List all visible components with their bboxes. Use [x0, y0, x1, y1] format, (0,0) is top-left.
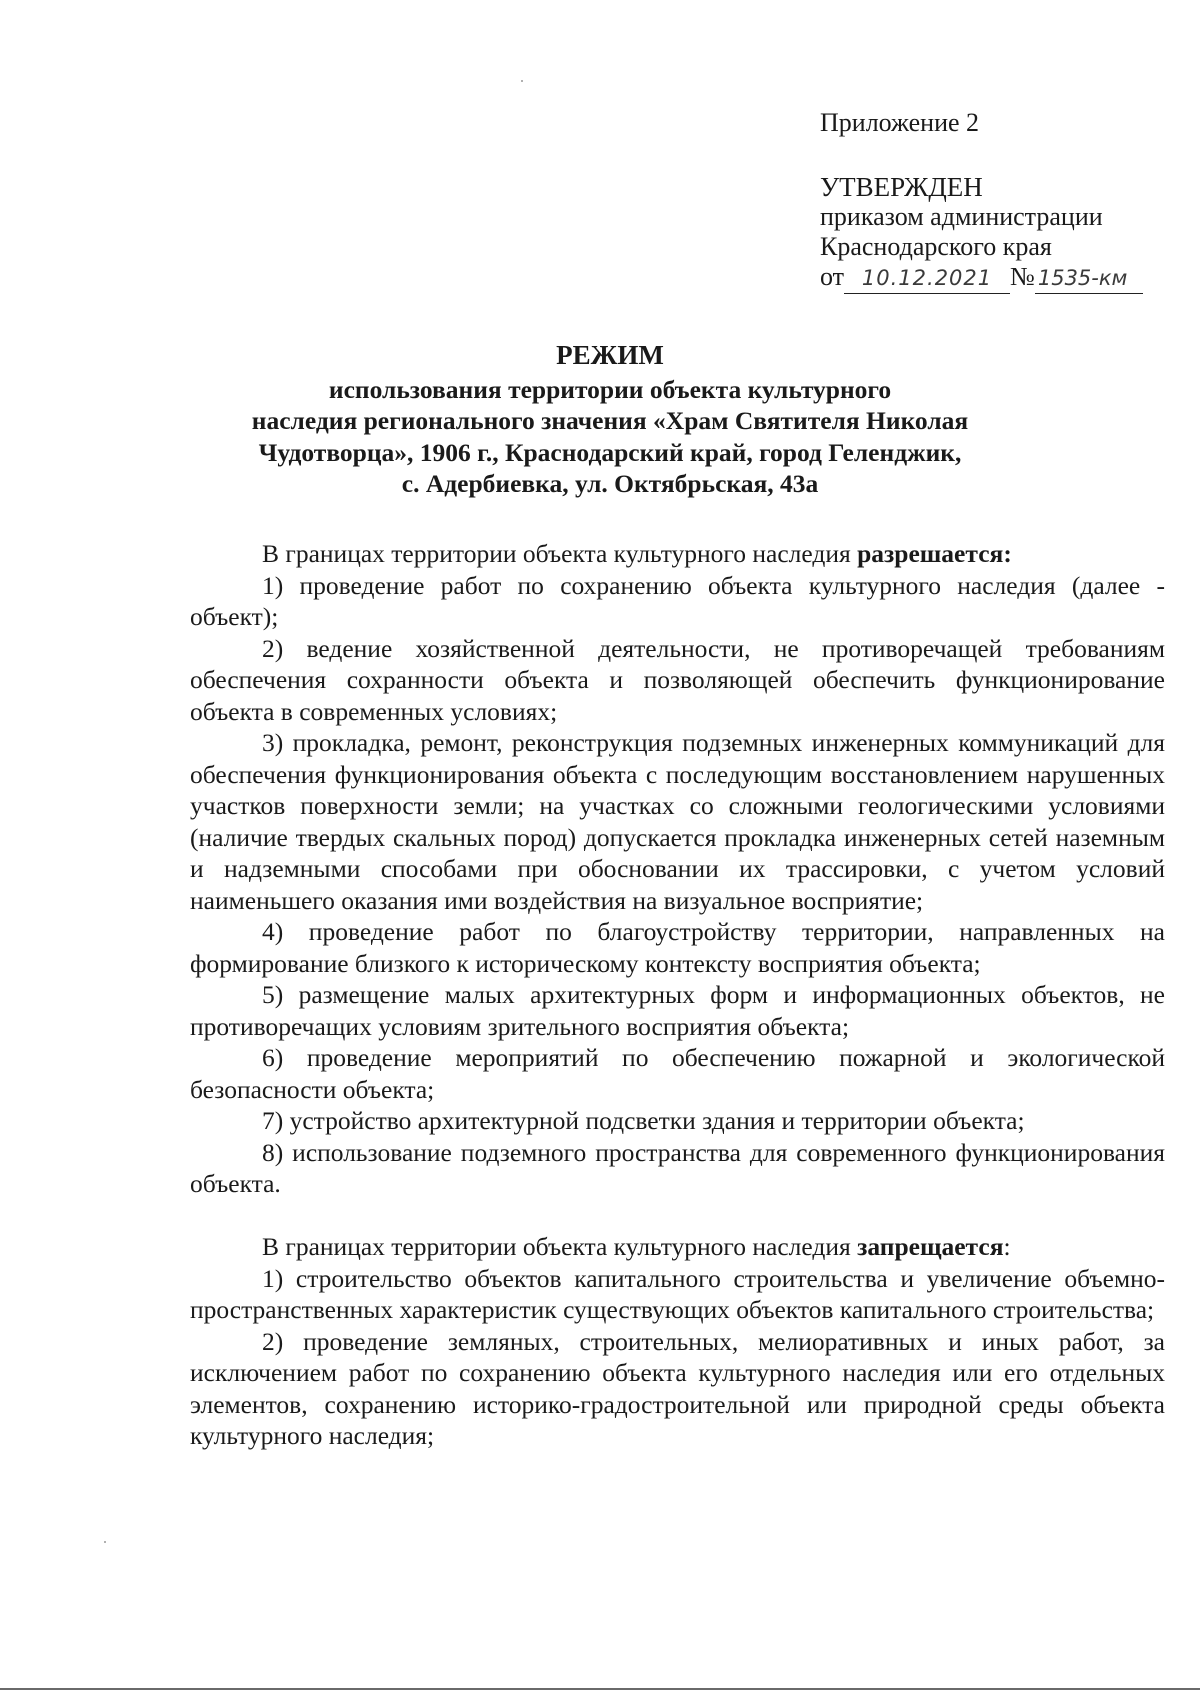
document-body — [190, 538, 1165, 1452]
scan-speck — [104, 1541, 106, 1543]
forbidden-intro-tail: : — [1003, 1232, 1011, 1261]
approval-stamp-block — [820, 108, 1160, 294]
allowed-intro-bold: разрешается: — [857, 539, 1012, 568]
allowed-intro-text: В границах территории объекта культурного наследия — [262, 539, 858, 568]
approval-line-1: приказом администрации — [820, 202, 1103, 231]
title-line-2: наследия регионального значения «Храм Святителя Николая — [251, 406, 969, 435]
annex-label: Приложение 2 — [820, 108, 980, 137]
allowed-item: 8) использование подземного пространства для современного функционирования объекта. — [190, 1137, 1165, 1198]
title-main: РЕЖИМ — [556, 340, 664, 370]
allowed-item: 4) проведение работ по благоустройству территории, направленных на формирование близкого к историческому контексту восприятия объекта; — [190, 917, 1165, 978]
number-sign: № — [1010, 262, 1035, 291]
forbidden-item: 1) строительство объектов капитального строительства и увеличение объемно-пространственных характеристик существующих объектов капитального строительства; — [190, 1263, 1165, 1324]
allowed-item: 3) прокладка, ремонт, реконструкция подземных инженерных коммуникаций для обеспечения функционирования объекта с последующим восстановлением нарушенных участков поверхности земли; на участках со сложными геологическими условиями (наличие твердых скальных пород) допускается прокладка инженерных сетей наземным и надземными способами при обосновании их трассировки, с учетом условий наименьшего оказания ими воздействия на визуальное восприятие; — [190, 728, 1165, 915]
allowed-item: 5) размещение малых архитектурных форм и информационных объектов, не противоречащих условиям зрительного восприятия объекта; — [190, 980, 1165, 1041]
title-line-3: Чудотворца», 1906 г., Краснодарский край, город Геленджик, — [258, 437, 962, 467]
forbidden-intro-bold: запрещается — [857, 1232, 1004, 1261]
handwritten-number: 1535-км — [1035, 263, 1143, 294]
approval-date-line — [820, 262, 1160, 294]
allowed-intro — [190, 538, 1165, 570]
allowed-item: 7) устройство архитектурной подсветки здания и территории объекта; — [262, 1106, 1025, 1135]
scan-speck — [521, 80, 523, 82]
approval-line-2: Краснодарского края — [820, 232, 1052, 261]
allowed-item: 2) ведение хозяйственной деятельности, не противоречащей требованиям обеспечения сохранности объекта и позволяющей обеспечить функционирование объекта в современных условиях; — [190, 633, 1165, 726]
forbidden-item: 2) проведение земляных, строительных, мелиоративных и иных работ, за исключением работ по сохранению объекта культурного наследия или его отдельных элементов, сохранению историко-градостроительной или природной среды объекта культурного наследия; — [190, 1326, 1165, 1450]
approved-label: УТВЕРЖДЕН — [820, 172, 983, 202]
title-line-1: использования территории объекта культурного — [328, 374, 892, 404]
forbidden-intro-text: В границах территории объекта культурного наследия — [262, 1232, 858, 1261]
date-prefix: от — [820, 262, 845, 291]
allowed-item: 6) проведение мероприятий по обеспечению пожарной и экологической безопасности объекта; — [190, 1043, 1165, 1104]
allowed-item: 1) проведение работ по сохранению объекта культурного наследия (далее - объект); — [190, 570, 1165, 631]
title-line-4: с. Адербиевка, ул. Октябрьская, 43а — [401, 469, 819, 498]
forbidden-intro — [190, 1231, 1165, 1263]
handwritten-date: 10.12.2021 — [844, 263, 1010, 294]
scan-edge-line — [0, 1688, 1200, 1690]
document-title — [190, 340, 1030, 500]
